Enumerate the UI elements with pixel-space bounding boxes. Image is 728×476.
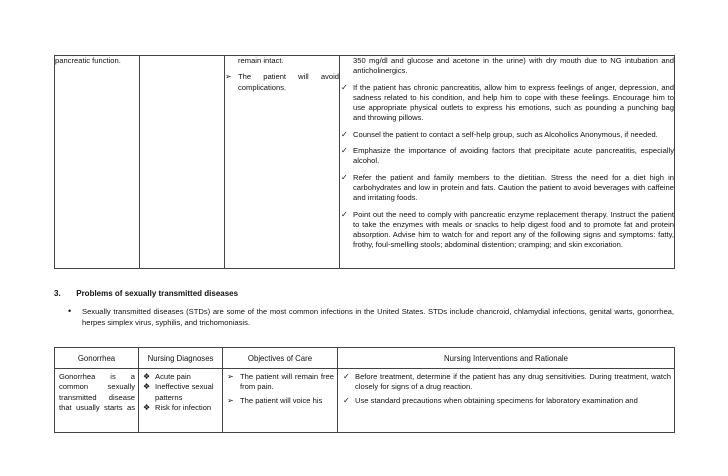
- diagnoses-cell: [140, 56, 225, 269]
- section-heading: [54, 289, 238, 298]
- description-line: transmitted disease: [59, 392, 135, 402]
- list-item: ❖ Ineffective sexual patterns: [143, 382, 219, 403]
- list-item: ✓ Before treatment, determine if the patient has any drug sensitivities. During treatment, watch closely for signs of a drug reaction.: [342, 372, 671, 393]
- gonorrhea-care-table: [54, 347, 675, 433]
- interventions-cell: [340, 56, 675, 269]
- section-title: Problems of sexually transmitted diseases: [76, 289, 239, 298]
- intervention-continued-text: 350 mg/dl and glucose and acetone in the urine) with dry mouth due to NG intubation and anticholinergics.: [353, 56, 674, 76]
- gonorrhea-interventions-cell: [338, 369, 675, 433]
- list-item: ❖ Acute pain: [143, 372, 219, 382]
- list-item: ❖ Risk for infection: [143, 403, 219, 413]
- list-item: ✓ Refer the patient and family members to the dietitian. Stress the need for a diet high in carbohydrates and low in protein and fats. Caution the patient to avoid beverages with caffeine and irritating foods.: [340, 173, 674, 204]
- objectives-list: [227, 372, 334, 406]
- description-line: common sexually: [59, 382, 135, 392]
- description-line: Gonorrhea is a: [59, 372, 135, 381]
- intro-paragraph: [68, 306, 674, 328]
- list-item: ➢ The patient will remain free from pain.: [227, 372, 334, 393]
- list-item: ✓ If the patient has chronic pancreatitis, allow him to express feelings of anger, depression, and sadness related to his condition, and help him to cope with these feelings. Encourage him to use appropriate physical outlets to express his emotions, such as pounding a punching bag and throwing pillows.: [340, 83, 674, 124]
- objective-continued-text: remain intact.: [238, 56, 284, 65]
- gonorrhea-objectives-cell: [223, 369, 338, 433]
- header-row: [55, 348, 675, 369]
- table-row: [55, 369, 675, 433]
- list-item: ➢ The patient will voice his: [227, 396, 334, 406]
- list-item: ✓ Emphasize the importance of avoiding factors that precipitate acute pancreatitis, especially alcohol.: [340, 146, 674, 167]
- objectives-list: [225, 72, 339, 93]
- diagnoses-list: [143, 372, 219, 413]
- section-number: 3.: [54, 289, 61, 298]
- list-item: ✓ Use standard precautions when obtaining specimens for laboratory examination and: [342, 396, 671, 406]
- header-nursing-diagnoses: Nursing Diagnoses: [139, 348, 223, 369]
- header-objectives: Objectives of Care: [223, 348, 338, 369]
- condition-cell: [55, 56, 140, 269]
- list-item: ➢ The patient will avoid complications.: [225, 72, 339, 93]
- table-row: [55, 56, 675, 269]
- condition-text: pancreatic function.: [55, 56, 121, 65]
- header-gonorrhea: Gonorrhea: [55, 348, 139, 369]
- gonorrhea-description-cell: [55, 369, 139, 433]
- gonorrhea-diagnoses-cell: [139, 369, 223, 433]
- objectives-cell: [225, 56, 340, 269]
- description-line: that usually starts as: [59, 402, 135, 412]
- bullet-icon: •: [68, 306, 72, 316]
- pancreatitis-care-table: [54, 55, 675, 269]
- interventions-list: [342, 372, 671, 406]
- header-interventions: Nursing Interventions and Rationale: [338, 348, 675, 369]
- list-item: ✓ Counsel the patient to contact a self-help group, such as Alcoholics Anonymous, if needed.: [340, 130, 674, 140]
- list-item: ✓ Point out the need to comply with pancreatic enzyme replacement therapy. Instruct the patient to take the enzymes with meals or snacks to help digest food and to promote fat and protein absorption. Advise him to watch for and report any of the following signs and symptoms: fatty, frothy, foul-smelling stools; abdominal distention; cramping; and skin excoriation.: [340, 210, 674, 251]
- paragraph-text: Sexually transmitted diseases (STDs) are some of the most common infections in the United States. STDs include chancroid, chlamydial infections, genital warts, gonorrhea, herpes simplex virus, syphilis, and trichomoniasis.: [82, 307, 674, 327]
- interventions-list: [340, 83, 674, 251]
